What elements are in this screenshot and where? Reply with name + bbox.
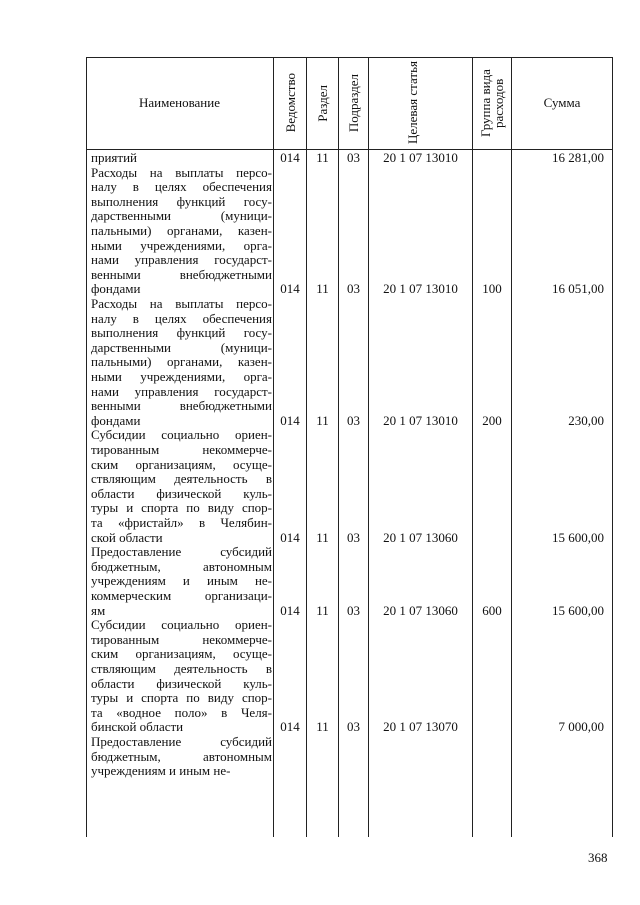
row-name-line: тированным некоммерче-: [91, 441, 272, 457]
header-razdel: [307, 57, 338, 149]
header-summa-label: Сумма: [543, 95, 581, 110]
row-vedomstvo: 014: [280, 150, 300, 165]
row-name-line: тированным некоммерче-: [91, 631, 272, 647]
row-name: [91, 735, 272, 779]
header-celevaya-label: Целевая статья: [404, 61, 420, 145]
row-celevaya: 20 1 07 13010: [383, 150, 458, 165]
row-podrazdel: 03: [347, 602, 360, 618]
row-name-line: области физической куль-: [91, 675, 272, 691]
row-razdel: 11: [316, 602, 329, 618]
row-name-line: налу в целях обеспечения: [91, 179, 272, 195]
row-podrazdel: 03: [347, 719, 360, 735]
header-celevaya: [369, 57, 472, 149]
row-name-line: бинской области: [91, 719, 184, 735]
row-name-line: ными учреждениями, орга-: [91, 237, 272, 253]
row-celevaya: 20 1 07 13070: [383, 719, 458, 735]
row-name-line: фондами: [91, 412, 141, 428]
row-summa: 15 600,00: [552, 602, 604, 618]
row-name-line: учреждениям и иным не-: [91, 763, 231, 779]
row-celevaya: 20 1 07 13010: [383, 412, 458, 428]
header-podrazdel-label: Подраздел: [346, 73, 361, 133]
row-name-line: дарственными (муници-: [91, 208, 272, 224]
row-name-line: бюджетным, автономным: [91, 748, 272, 764]
row-razdel: 11: [316, 719, 329, 735]
row-name-line: Расходы на выплаты персо-: [91, 164, 272, 180]
row-name: [91, 166, 272, 297]
row-gruppa: 600: [482, 602, 502, 618]
row-name-line: коммерческим организаци-: [91, 587, 272, 603]
row-name-line: Расходы на выплаты персо-: [91, 296, 272, 311]
row-name-line: ской области: [91, 529, 163, 545]
row-name: [91, 428, 272, 545]
row-name-line: приятий: [91, 150, 137, 165]
row-name: [91, 618, 272, 735]
row-name-line: бюджетным, автономным: [91, 558, 272, 574]
row-podrazdel: 03: [347, 150, 360, 165]
row-name-line: нами управления государст-: [91, 383, 272, 399]
table-row: [86, 151, 613, 166]
row-name-line: ям: [91, 602, 106, 618]
table-row: [86, 166, 613, 297]
row-name-line: Предоставление субсидий: [91, 734, 272, 749]
row-razdel: 11: [316, 412, 329, 428]
row-celevaya: 20 1 07 13060: [383, 529, 458, 545]
row-name-line: выполнения функций госу-: [91, 325, 272, 341]
row-name-line: та «водное поло» в Челя-: [91, 704, 272, 720]
row-name-line: пальными) органами, казен-: [91, 222, 272, 238]
row-summa: 15 600,00: [552, 529, 604, 545]
header-gruppa-label: Группа вида расходов: [478, 69, 506, 137]
row-name-line: ствляющим деятельность в: [91, 660, 272, 676]
row-name-line: ским организациям, осуще-: [91, 646, 272, 662]
row-gruppa: 100: [482, 281, 502, 297]
row-name-line: венными внебюджетными: [91, 266, 272, 282]
row-summa: 7 000,00: [558, 719, 604, 735]
row-name-line: ским организациям, осуще-: [91, 456, 272, 472]
table-row: [86, 545, 613, 618]
row-razdel: 11: [316, 281, 329, 297]
row-name-line: фондами: [91, 281, 141, 297]
row-gruppa: 200: [482, 412, 502, 428]
page-number: 368: [588, 850, 608, 865]
table-row: [86, 428, 613, 545]
row-name-line: пальными) органами, казен-: [91, 354, 272, 370]
header-name: [86, 57, 273, 149]
row-name: [91, 297, 272, 428]
row-celevaya: 20 1 07 13060: [383, 602, 458, 618]
row-name-line: туры и спорта по виду спор-: [91, 500, 272, 516]
table-row: [86, 297, 613, 428]
row-razdel: 11: [316, 529, 329, 545]
row-name-line: Субсидии социально ориен-: [91, 617, 272, 633]
row-podrazdel: 03: [347, 412, 360, 428]
row-vedomstvo: 014: [280, 281, 300, 297]
row-name-line: учреждениям и иным не-: [91, 573, 272, 589]
row-name-line: налу в целях обеспечения: [91, 310, 272, 326]
row-name: [91, 151, 272, 166]
row-summa: 16 051,00: [552, 281, 604, 297]
row-vedomstvo: 014: [280, 602, 300, 618]
row-name-line: венными внебюджетными: [91, 398, 272, 414]
header-name-label: Наименование: [139, 95, 220, 110]
table-row: [86, 735, 613, 779]
row-vedomstvo: 014: [280, 719, 300, 735]
row-vedomstvo: 014: [280, 412, 300, 428]
row-name-line: та «фристайл» в Челябин-: [91, 514, 272, 530]
row-name-line: ствляющим деятельность в: [91, 471, 272, 487]
budget-table: [86, 57, 613, 837]
row-name-line: выполнения функций госу-: [91, 193, 272, 209]
row-name-line: Предоставление субсидий: [91, 544, 272, 560]
row-name: [91, 545, 272, 618]
row-summa: 230,00: [568, 412, 604, 428]
row-summa: 16 281,00: [552, 150, 604, 165]
header-gruppa: [473, 57, 511, 149]
header-vedomstvo: [274, 57, 306, 149]
header-vedomstvo-label: Ведомство: [282, 73, 298, 133]
row-name-line: ными учреждениями, орга-: [91, 368, 272, 384]
row-podrazdel: 03: [347, 529, 360, 545]
table-row: [86, 618, 613, 735]
row-name-line: Субсидии социально ориен-: [91, 427, 272, 443]
row-name-line: области физической куль-: [91, 485, 272, 501]
row-name-line: туры и спорта по виду спор-: [91, 690, 272, 706]
row-vedomstvo: 014: [280, 529, 300, 545]
header-summa: [512, 57, 612, 149]
row-celevaya: 20 1 07 13010: [383, 281, 458, 297]
header-razdel-label: Раздел: [315, 84, 330, 122]
row-name-line: дарственными (муници-: [91, 339, 272, 355]
row-razdel: 11: [316, 150, 329, 165]
header-podrazdel: [339, 57, 368, 149]
row-podrazdel: 03: [347, 281, 360, 297]
row-name-line: нами управления государст-: [91, 252, 272, 268]
